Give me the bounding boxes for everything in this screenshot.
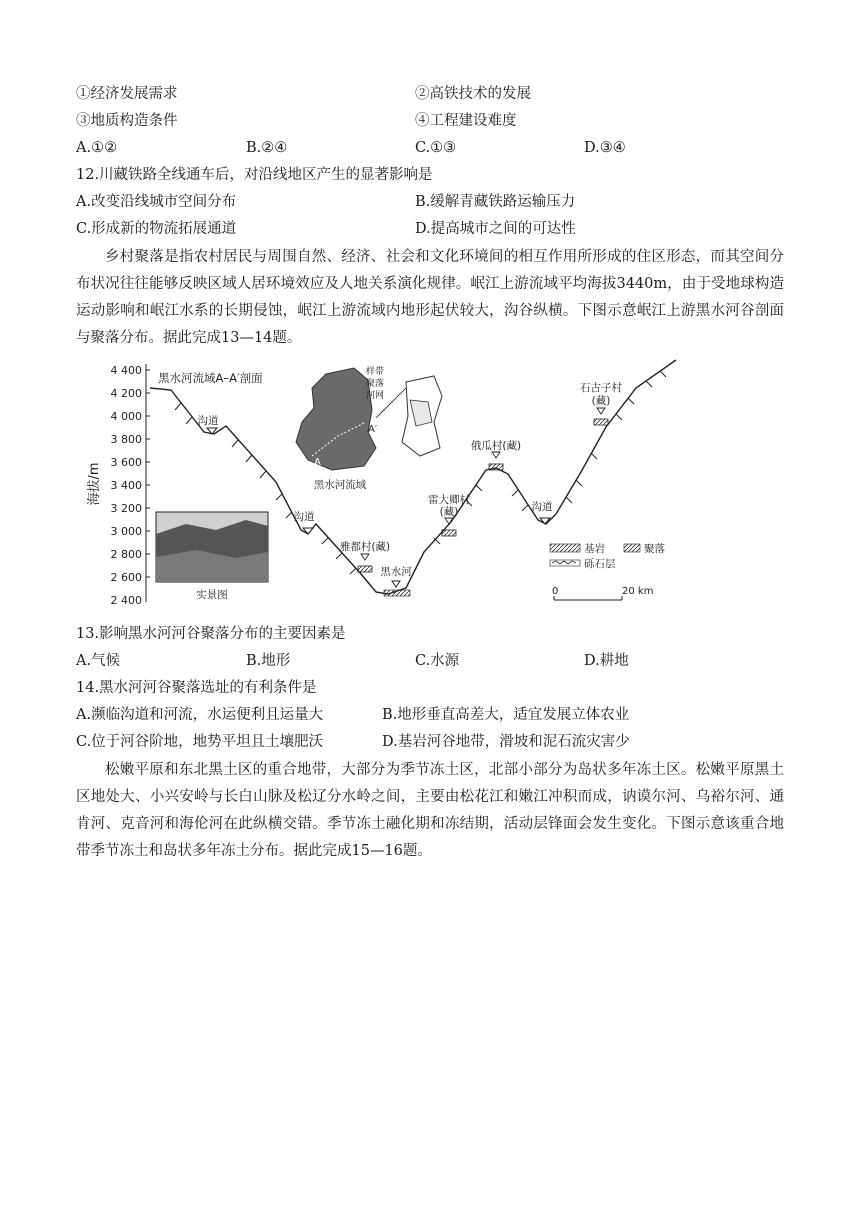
- q11-choice-c: C.①③: [415, 140, 457, 156]
- passage-settlements: 乡村聚落是指农村居民与周围自然、经济、社会和文化环境间的相互作用所形成的住区形态，而其空间分布状况往往能够反映区域人居环境效应及人地关系演化规律。岷江上游流域平均海拔3440m，由于受地球构造运动影响和岷江水系的长期侵蚀，岷江上游流域内地形起伏较大，沟谷纵横。下图示意岷江上游黑水河谷剖面与聚落分布。据此完成13—14题。: [76, 249, 784, 346]
- q11-choice-b: B.②④: [246, 140, 288, 156]
- y-tick-label: 3 800: [110, 433, 142, 446]
- label-egua-village: 俄瓜村(藏): [470, 440, 522, 452]
- q14-choice-a: A.濒临沟道和河流，水运便利且运量大: [76, 707, 324, 723]
- y-tick-label: 2 400: [110, 594, 142, 607]
- legend-bedrock: 基岩: [584, 543, 605, 555]
- photo-caption: 实景图: [196, 589, 228, 601]
- q13-choice-c: C.水源: [415, 653, 460, 669]
- q14-choice-b: B.地形垂直高差大，适宜发展立体农业: [382, 707, 630, 723]
- q11-option-3: ③地质构造条件: [76, 113, 178, 129]
- legend: [550, 542, 665, 600]
- map-legend-transect: 样带: [366, 367, 385, 377]
- q12-choice-c: C.形成新的物流拓展通道: [76, 221, 237, 237]
- y-tick-label: 2 600: [110, 571, 142, 584]
- label-gully-1: 沟道: [197, 415, 219, 427]
- q12-choice-b: B.缓解青藏铁路运输压力: [415, 194, 576, 210]
- q13-stem: 13.影响黑水河河谷聚落分布的主要因素是: [76, 626, 346, 642]
- label-gully-3: 沟道: [531, 501, 553, 513]
- q13-choice-d: D.耕地: [584, 653, 629, 669]
- scale-end: 20 km: [622, 586, 654, 597]
- q11-choice-a: A.①②: [76, 140, 118, 156]
- settlement-egua: [489, 464, 503, 470]
- y-tick-label: 4 000: [110, 410, 142, 423]
- q14-stem: 14.黑水河河谷聚落选址的有利条件是: [76, 680, 317, 696]
- q14-choice-d: D.基岩河谷地带，滑坡和泥石流灾害少: [382, 734, 630, 750]
- basin-point-a-prime: A′: [368, 424, 378, 435]
- label-yadu-village: 雅都村(藏): [339, 541, 391, 553]
- y-tick-label: 3 200: [110, 502, 142, 515]
- y-tick-label: 4 200: [110, 387, 142, 400]
- q11-choice-d: D.③④: [584, 140, 626, 156]
- basin-label: 黑水河流域: [313, 479, 367, 491]
- gully-marker: [303, 528, 313, 534]
- settlement-shiguzi: [594, 419, 608, 425]
- q12-stem: 12.川藏铁路全线通车后，对沿线地区产生的显著影响是: [76, 167, 433, 183]
- y-tick-label: 2 800: [110, 548, 142, 561]
- y-axis-label: 海拔/m: [87, 462, 102, 506]
- q13-choice-a: A.气候: [76, 653, 121, 669]
- label-shiguzi-village: 石古子村: [580, 382, 622, 394]
- y-tick-label: 3 400: [110, 479, 142, 492]
- y-tick-label: 3 000: [110, 525, 142, 538]
- q13-choice-b: B.地形: [246, 653, 291, 669]
- passage-frozen-soil: 松嫩平原和东北黑土区的重合地带，大部分为季节冻土区，北部小部分为岛状多年冻土区。松嫩平原黑土区地处大、小兴安岭与长白山脉及松辽分水岭之间，主要由松花江和嫩江冲积而成，讷谟尔河、乌裕尔河、通肯河、克音河和海伦河在此纵横交错。季节冻土融化期和冻结期，活动层锋面会发生变化。下图示意该重合地带季节冻土和岛状多年冻土分布。据此完成15—16题。: [76, 762, 784, 859]
- y-tick-label: 4 400: [110, 364, 142, 377]
- scale-zero: 0: [552, 586, 559, 597]
- q14-choice-c: C.位于河谷阶地，地势平坦且土壤肥沃: [76, 734, 324, 750]
- q11-option-2: ②高铁技术的发展: [415, 86, 531, 102]
- q11-option-1: ①经济发展需求: [76, 86, 178, 102]
- valley-profile-svg: [76, 352, 696, 622]
- basin-map-inset: [296, 365, 442, 491]
- y-tick-label: 3 600: [110, 456, 142, 469]
- q12-choice-d: D.提高城市之间的可达性: [415, 221, 576, 237]
- label-gully-2: 沟道: [293, 511, 315, 523]
- profile-title: 黑水河流域A–A′剖面: [158, 371, 263, 385]
- river-gravel: [384, 590, 410, 596]
- label-leida-village: 雷大卿村: [428, 494, 470, 506]
- q12-choice-a: A.改变沿线城市空间分布: [76, 194, 237, 210]
- label-shiguzi-village-ethnic: (藏): [591, 395, 611, 407]
- map-legend-river: 河网: [366, 391, 385, 401]
- settlement-yadu: [358, 566, 372, 572]
- legend-gravel: 砾石层: [584, 558, 616, 570]
- basin-point-a: A: [314, 457, 321, 468]
- q11-option-4: ④工程建设难度: [415, 113, 517, 129]
- scene-photo: [156, 512, 268, 601]
- settlement-leida: [442, 530, 456, 536]
- label-leida-village-ethnic: (藏): [439, 506, 459, 518]
- river-marker: [392, 581, 400, 587]
- label-river: 黑水河: [380, 566, 412, 578]
- valley-profile-figure: [76, 352, 696, 622]
- map-legend-settlement: 聚落: [366, 379, 385, 389]
- legend-settlement: 聚落: [644, 543, 665, 555]
